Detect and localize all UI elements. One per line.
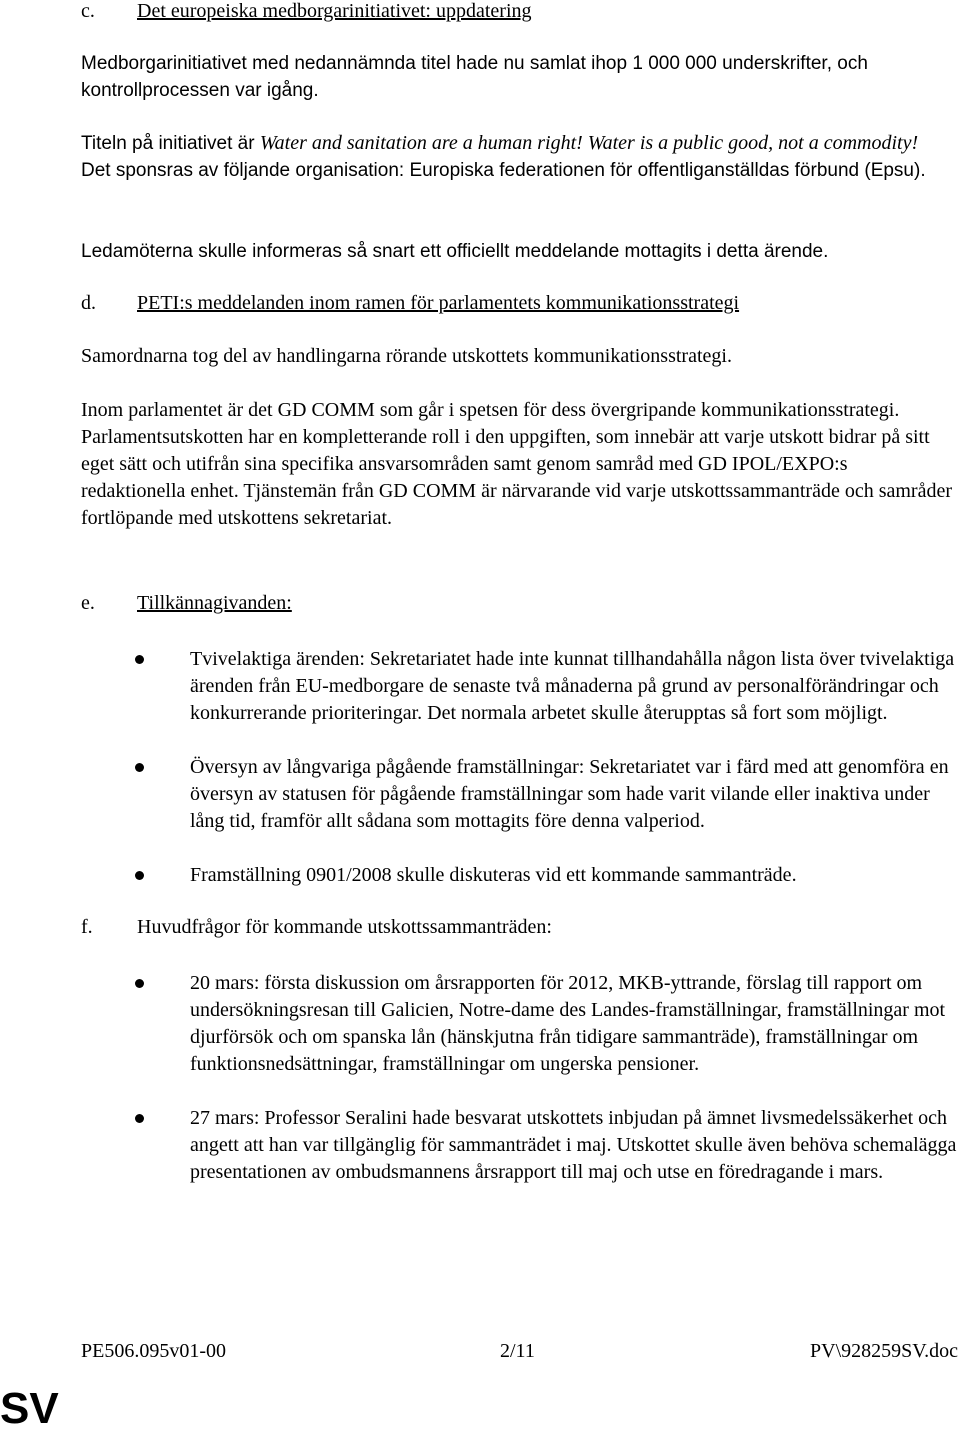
initiative-sponsor: Det sponsras av följande organisation: Europiska federationen för offentliganställdas förbund (Epsu). — [81, 160, 926, 181]
initiative-title: Water and sanitation are a human right! Water is a public good, not a commodity! — [259, 132, 919, 154]
section-c-heading: Det europeiska medborgarinitiativet: uppdatering — [137, 0, 532, 22]
section-d-paragraph-1: Samordnarna tog del av handlingarna rörande utskottets kommunikationsstrategi. — [81, 345, 732, 367]
section-d-heading: PETI:s meddelanden inom ramen för parlamentets kommunikationsstrategi — [137, 292, 740, 314]
bullet-icon — [135, 655, 144, 664]
announcement-item-3: Framställning 0901/2008 skulle diskuteras vid ett kommande sammanträde. — [190, 864, 797, 886]
footer-file-name: PV\928259SV.doc — [810, 1340, 958, 1362]
announcement-item-1: Tvivelaktiga ärenden: Sekretariatet hade inte kunnat tillhandahålla någon lista över tvivelaktiga ärenden från EU-medborgare de senaste två månaderna på grund av personalförändringar och konkurrerande prioriteringar. Det normala arbetet skulle återupptas så fort som möjligt. — [190, 648, 955, 724]
section-f-heading: Huvudfrågor för kommande utskottssammanträden: — [137, 916, 552, 938]
bullet-icon — [135, 763, 144, 772]
upcoming-item-1: 20 mars: första diskussion om årsrapporten för 2012, MKB-yttrande, förslag till rapport om undersökningsresan till Galicien, Notre-dame des Landes-framställningar, framställningar mot djurförsök och om spanska lån (hänskjutna från tidigare sammanträde), framställningar om funktionsnedsättningar, framställningar om ungerska pensioner. — [190, 972, 946, 1075]
section-f-letter: f. — [81, 916, 93, 938]
section-d-letter: d. — [81, 292, 96, 314]
section-e-heading: Tillkännagivanden: — [137, 592, 292, 614]
initiative-intro: Titeln på initiativet är — [81, 133, 260, 154]
announcement-item-2: Översyn av långvariga pågående framställningar: Sekretariatet var i färd med att genomföra en översyn av statusen för pågående framställningar som hade varit vilande eller inaktiva under lång tid, framför allt sådana som mottagits före denna valperiod. — [190, 756, 949, 832]
bullet-icon — [135, 1114, 144, 1123]
footer-doc-id: PE506.095v01-00 — [81, 1340, 226, 1362]
section-c-paragraph-3: Ledamöterna skulle informeras så snart ett officiellt meddelande mottagits i detta ärende. — [81, 241, 829, 262]
section-c-paragraph-2 — [81, 130, 951, 184]
language-code: SV — [0, 1384, 59, 1433]
bullet-icon — [135, 871, 144, 880]
section-e-letter: e. — [81, 592, 95, 614]
section-c-letter: c. — [81, 0, 95, 22]
section-c-paragraph-1: Medborgarinitiativet med nedannämnda titel hade nu samlat ihop 1 000 000 underskrifter, och kontrollprocessen var igång. — [81, 53, 868, 101]
bullet-icon — [135, 979, 144, 988]
section-d-paragraph-2: Inom parlamentet är det GD COMM som går i spetsen för dess övergripande kommunikationsstrategi. Parlamentsutskotten har en kompletterande roll i den uppgiften, som innebär att varje utskott bidrar på sitt eget sätt och utifrån sina specifika ansvarsområden samt genom samråd med GD IPOL/EXPO:s redaktionella enhet. Tjänstemän från GD COMM är närvarande vid varje utskottssammanträde och samråder fortlöpande med utskottens sekretariat. — [81, 399, 952, 529]
footer-page-number: 2/11 — [500, 1340, 535, 1362]
upcoming-item-2: 27 mars: Professor Seralini hade besvarat utskottets inbjudan på ämnet livsmedelssäkerhet och angett att han var tillgänglig för sammanträdet i maj. Utskottet skulle även behöva schemalägga presentationen av ombudsmannens årsrapport till maj och utse en föredragande i mars. — [190, 1107, 957, 1183]
